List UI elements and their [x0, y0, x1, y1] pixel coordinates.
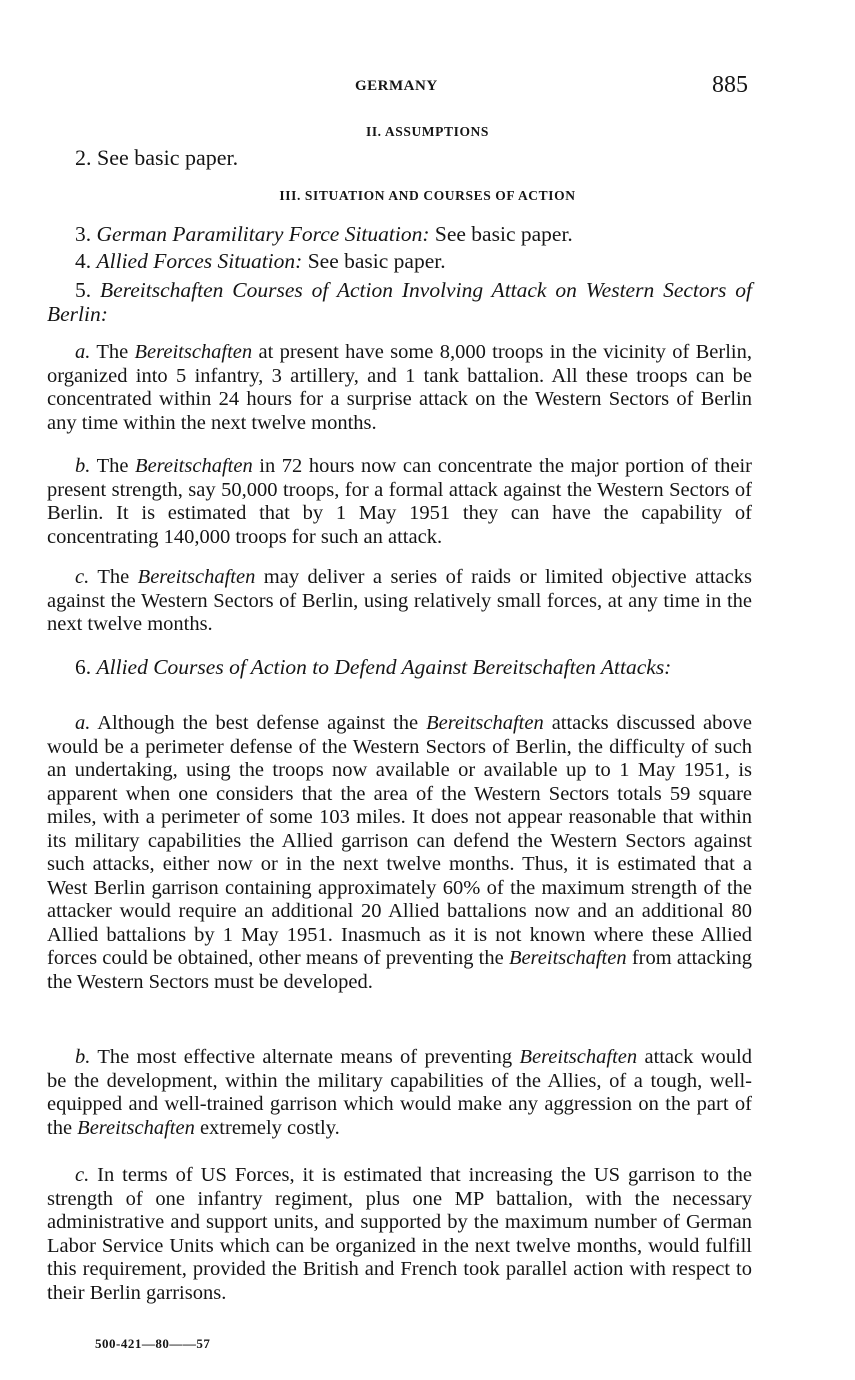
text-fragment: attacks discussed above would be a perimeter defense of the Western Sectors of Berlin, the difficulty of such an undertaking, using the troops now available or available up to 1 May 1951, is apparent when one considers that the area of the Western Sectors totals 59 square miles, with a perimeter of some 103 miles. It does not appear reasonable that within its military capabilities the Allied garrison can defend the Western Sectors against such attacks, either now or in the next twelve months. Thus, it is estimated that a West Berlin garrison containing approximately 60% of the maximum strength of the attacker would require an additional 20 Allied battalions now and an additional 80 Allied battalions by 1 May 1951. Inasmuch as it is not known where these Allied forces could be obtained, other means of preventing the	[47, 712, 753, 969]
text-fragment: The most effective alternate means of preventing	[97, 1046, 513, 1068]
italic-term: Bereitschaften	[137, 566, 256, 588]
running-head	[0, 72, 855, 106]
item-label: b.	[75, 1046, 91, 1068]
paragraph-5b	[47, 455, 752, 549]
item-label: a.	[75, 341, 91, 363]
printer-code: 500-421—80——57	[95, 1336, 211, 1351]
text-fragment: at present have some 8,000 troops in the vicinity of Berlin, organized into 5 infantry, 3 artillery, and 1 tank battalion. All these troops can be concentrated within 24 hours for a surprise attack on the Western Sectors of Berlin any time within the next twelve months.	[47, 341, 752, 434]
paragraph-title: Allied Courses of Action to Defend Against Bereitschaften Attacks:	[96, 655, 672, 679]
italic-term: Bereitschaften	[77, 1116, 195, 1139]
italic-term: Bereitschaften	[135, 455, 253, 477]
running-head-title: GERMANY	[355, 78, 438, 94]
paragraph-text: See basic paper.	[307, 249, 446, 273]
italic-term: Bereitschaften	[134, 341, 253, 363]
paragraph-6	[47, 655, 752, 679]
section-heading-situation: III. SITUATION AND COURSES OF ACTION	[279, 188, 576, 203]
paragraph-4	[75, 249, 780, 273]
section-heading-assumptions: II. ASSUMPTIONS	[365, 124, 490, 139]
text-fragment: in 72 hours now can concentrate the major portion of their present strength, say 50,000 troops, for a formal attack against the Western Sectors of Berlin. It is estimated that by 1 May 1951 they can have the capability of concentrating 140,000 troops for such an attack.	[47, 455, 752, 548]
text-fragment: The	[96, 455, 129, 477]
text-fragment: extremely costly.	[199, 1116, 340, 1139]
item-label: c.	[75, 566, 90, 588]
item-label: b.	[75, 455, 91, 477]
paragraph-title: Bereitschaften Courses of Action Involving Attack on Western Sectors of Berlin:	[47, 278, 752, 326]
text-fragment: The	[97, 566, 130, 588]
paragraph-5	[47, 278, 752, 326]
paragraph-2: 2. See basic paper.	[75, 145, 239, 170]
paragraph-number: 6.	[75, 655, 92, 679]
paragraph-5a	[47, 341, 752, 435]
paragraph-title: Allied Forces Situation:	[96, 249, 303, 273]
text-fragment: The	[96, 341, 129, 363]
paragraph-5c	[47, 566, 752, 637]
text-fragment: attack would be the development, within the military capabilities of the Allies, of a tough, well-equipped and well-trained garrison which would make any aggression on the part of the	[47, 1046, 752, 1139]
italic-term: Bereitschaften	[508, 947, 627, 969]
item-label: c.	[75, 1164, 90, 1186]
italic-term: Bereitschaften	[519, 1046, 638, 1068]
paragraph-6b	[47, 1046, 752, 1140]
paragraph-title: German Paramilitary Force Situation:	[96, 222, 430, 246]
page-number: 885	[712, 72, 748, 98]
paragraph-number: 5.	[75, 278, 92, 302]
item-label: a.	[75, 712, 91, 734]
text-fragment: Although the best defense against the	[97, 712, 419, 734]
text-fragment: In terms of US Forces, it is estimated that increasing the US garrison to the strength of one infantry regiment, plus one MP battalion, with the necessary administrative and support units, and supported by the maximum number of German Labor Service Units which can be organized in the next twelve months, would fulfill this requirement, provided the British and French took parallel action with respect to their Berlin garrisons.	[47, 1164, 752, 1304]
paragraph-3	[75, 222, 780, 246]
paragraph-6a	[47, 712, 752, 994]
italic-term: Bereitschaften	[426, 712, 544, 734]
paragraph-6c	[47, 1164, 752, 1305]
text-fragment: may deliver a series of raids or limited objective attacks against the Western Sectors of Berlin, using relatively small forces, at any time in the next twelve months.	[47, 566, 753, 635]
paragraph-number: 3.	[75, 222, 92, 246]
text-fragment: from attacking the Western Sectors must be developed.	[47, 947, 753, 993]
paragraph-text: See basic paper.	[434, 222, 573, 246]
paragraph-number: 4.	[75, 249, 92, 273]
